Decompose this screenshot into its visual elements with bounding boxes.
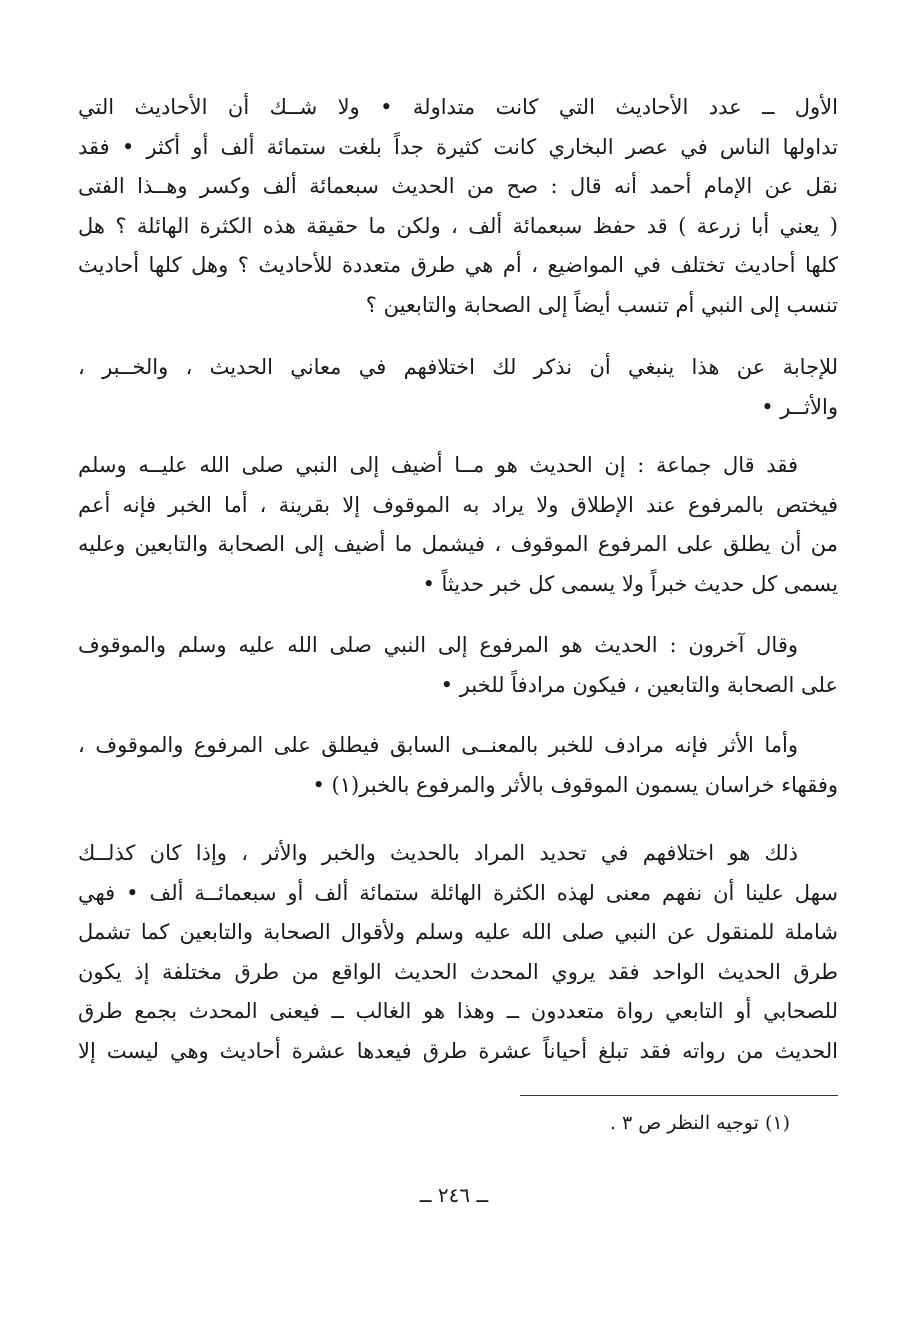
footnote: (١) توجيه النظر ص ٣ .	[609, 1112, 790, 1134]
text-line: ذلك هو اختلافهم في تحديد المراد بالحديث والخبر والأثر ، وإذا كان كذلــك	[78, 841, 798, 865]
text-line: على الصحابة والتابعين ، فيكون مرادفاً للخبر •	[440, 672, 838, 697]
text-line: كلها أحاديث تختلف في المواضيع ، أم هي طرق متعددة للأحاديث ؟ وهل كلها أحاديث	[78, 253, 838, 277]
text-line: الأول ــ عدد الأحاديث التي كانت متداولة • ولا شــك أن الأحاديث التي	[78, 95, 838, 119]
paragraph-5	[78, 726, 838, 805]
text-line: يسمى كل حديث خبراً ولا يسمى كل خبر حديثاً •	[422, 571, 838, 596]
text-line: وفقهاء خراسان يسمون الموقوف بالأثر والمرفوع بالخبر(١) •	[312, 772, 838, 797]
text-line: فيختص بالمرفوع عند الإطلاق ولا يراد به الموقوف إلا بقرينة ، أما الخبر فإنه أعم	[78, 492, 838, 517]
text-line: شاملة للمنقول عن النبي صلى الله عليه وسلم ولأقوال الصحابة والتابعين كما تشمل	[78, 920, 838, 944]
text-line: وأما الأثر فإنه مرادف للخبر بالمعنــى السابق فيطلق على المرفوع والموقوف ،	[78, 733, 798, 757]
text-line: تداولها الناس في عصر البخاري كانت كثيرة جداً بلغت ستمائة ألف أو أكثر • فقد	[78, 134, 838, 159]
text-line: ( يعني أبا زرعة ) قد حفظ سبعمائة ألف ، ولكن ما حقيقة هذه الكثرة الهائلة ؟ هل	[78, 213, 838, 238]
text-line: للإجابة عن هذا ينبغي أن نذكر لك اختلافهم في معاني الحديث ، والخــبر ،	[78, 355, 838, 379]
paragraph-1	[78, 88, 838, 325]
text-line: للصحابي أو التابعي رواة متعددون ــ وهذا هو الغالب ــ فيعنى المحدث بجمع طرق	[78, 999, 838, 1023]
paragraph-3	[78, 446, 838, 604]
text-line: من أن يطلق على المرفوع الموقوف ، فيشمل ما أضيف إلى الصحابة والتابعين وعليه	[78, 532, 838, 556]
text-line: فقد قال جماعة : إن الحديث هو مــا أضيف إلى النبي صلى الله عليــه وسلم	[78, 453, 798, 477]
text-line: طرق الحديث الواحد فقد يروي المحدث الحديث الواقع من طرق مختلفة إذ يكون	[78, 959, 838, 984]
text-line: الحديث من رواته فقد تبلغ أحياناً عشرة طرق فيعدها عشرة أحاديث وهي ليست إلا	[78, 1038, 838, 1063]
text-line: والأثــر •	[761, 394, 838, 419]
text-line: وقال آخرون : الحديث هو المرفوع إلى النبي صلى الله عليه وسلم والموقوف	[78, 633, 798, 657]
paragraph-6	[78, 834, 838, 1071]
text-line: تنسب إلى النبي أم تنسب أيضاً إلى الصحابة والتابعين ؟	[365, 292, 838, 317]
text-line: نقل عن الإمام أحمد أنه قال : صح من الحديث سبعمائة ألف وكسر وهــذا الفتى	[78, 174, 838, 198]
page-number: ــ ٢٤٦ ــ	[419, 1183, 489, 1207]
footnote-divider	[520, 1095, 838, 1096]
paragraph-4	[78, 626, 838, 705]
paragraph-2	[78, 348, 838, 427]
text-line: سهل علينا أن نفهم معنى لهذه الكثرة الهائلة ستمائة ألف أو سبعمائــة ألف • فهي	[78, 880, 838, 905]
